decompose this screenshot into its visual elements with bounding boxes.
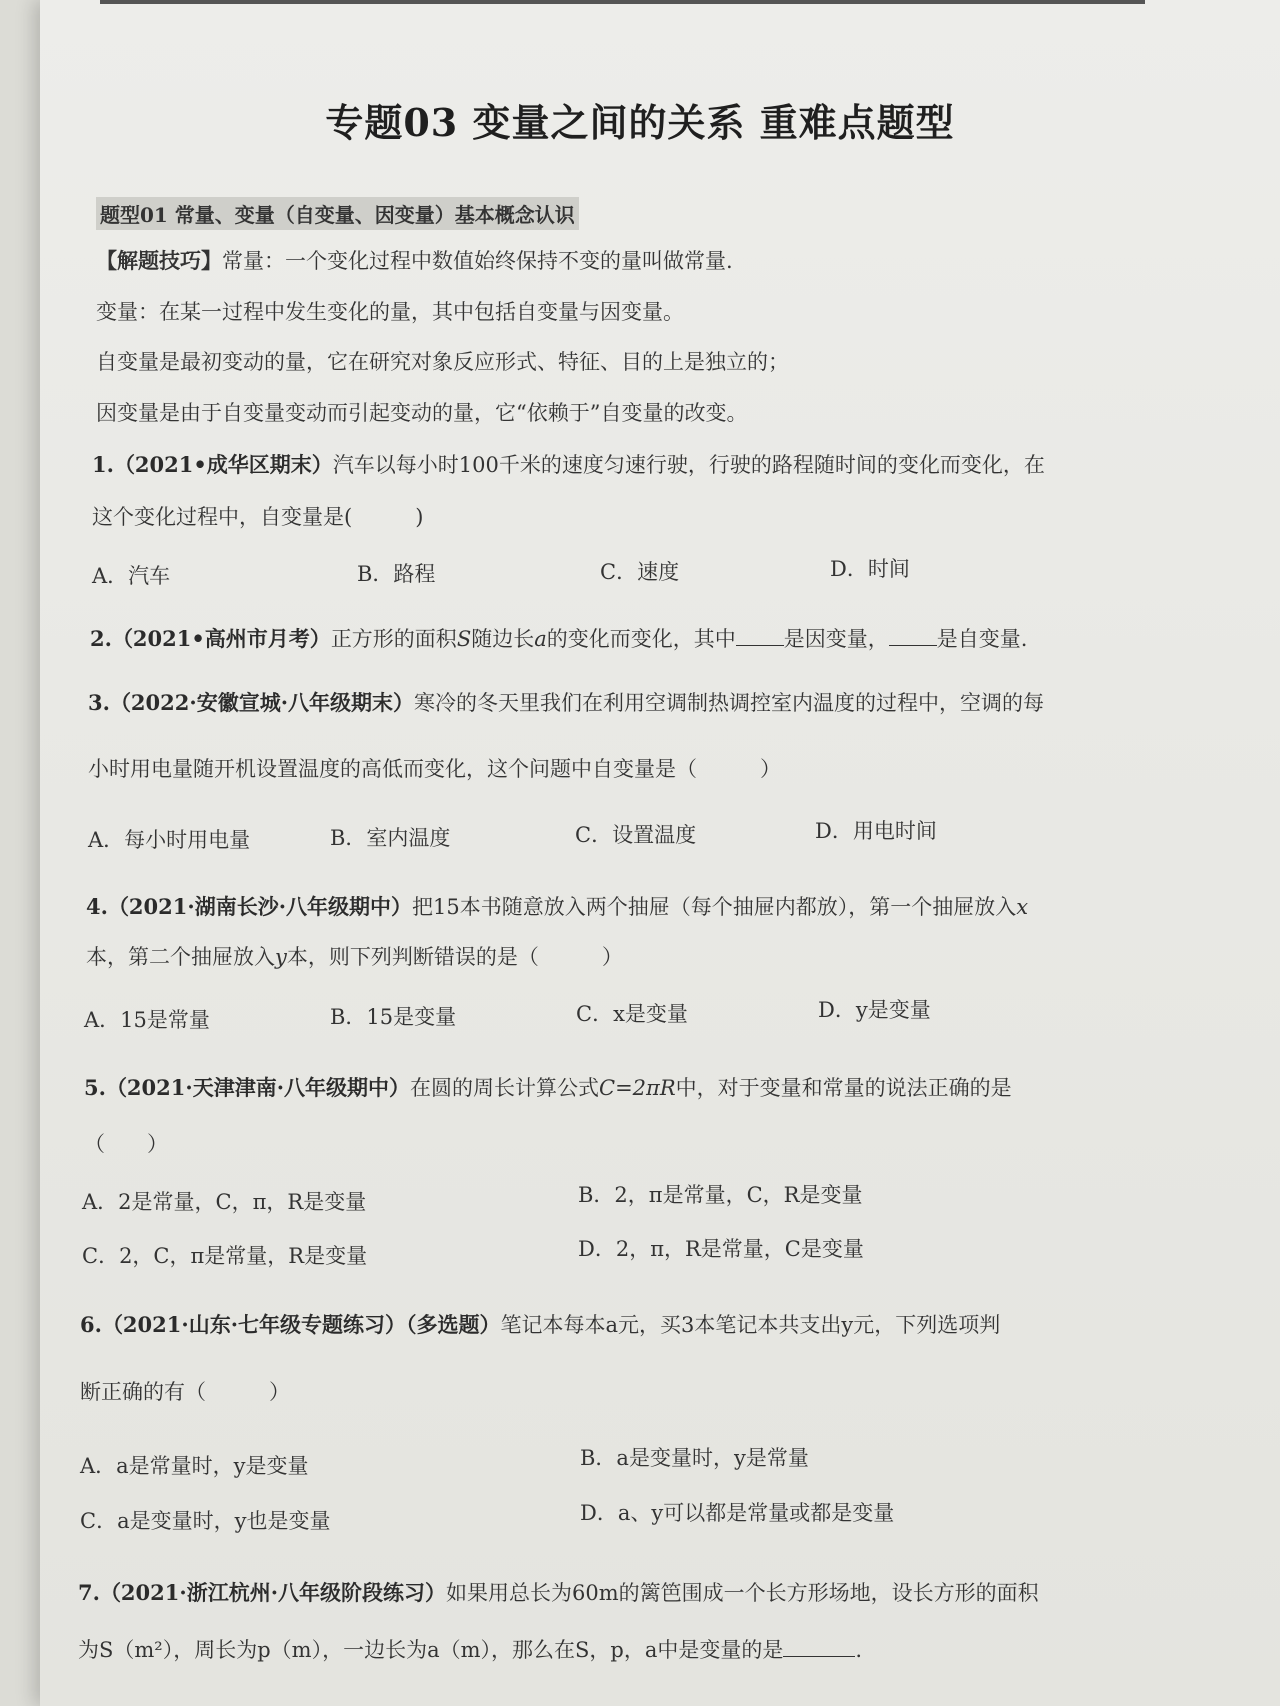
q1-option-d: D．时间 bbox=[830, 557, 910, 581]
question-text: 汽车以每小时100千米的速度匀速行驶，行驶的路程随时间的变化而变化，在 bbox=[332, 453, 1045, 477]
question-number: 7. bbox=[78, 1580, 100, 1605]
tip-line-2: 变量：在某一过程中发生变化的量，其中包括自变量与因变量。 bbox=[96, 300, 684, 324]
q6-option-a: A．a是常量时，y是变量 bbox=[80, 1454, 309, 1478]
question-source: （2021·湖南长沙·八年级期中） bbox=[107, 894, 413, 919]
question-1-line-1 bbox=[92, 452, 1045, 478]
tip-label: 【解题技巧】 bbox=[96, 248, 222, 273]
question-text: . bbox=[855, 1638, 863, 1662]
answer-blank[interactable] bbox=[889, 627, 937, 646]
question-text: 正方形的面积 bbox=[330, 627, 457, 651]
tip-line-3: 自变量是最初变动的量，它在研究对象反应形式、特征、目的上是独立的； bbox=[96, 350, 789, 374]
question-text: 寒冷的冬天里我们在利用空调制热调控室内温度的过程中，空调的每 bbox=[414, 691, 1045, 715]
question-3-line-1 bbox=[88, 690, 1044, 716]
question-text: 在圆的周长计算公式 bbox=[410, 1076, 600, 1100]
q5-option-c: C．2，C，π是常量，R是变量 bbox=[82, 1244, 368, 1268]
question-number: 3. bbox=[88, 690, 110, 715]
question-text: 本，则下列判断错误的是（ ） bbox=[286, 945, 623, 969]
question-7-line-2 bbox=[78, 1638, 862, 1663]
q6-option-d: D．a、y可以都是常量或都是变量 bbox=[580, 1501, 895, 1525]
question-1-line-2: 这个变化过程中，自变量是( ) bbox=[92, 505, 424, 529]
question-5-line-2: （ ） bbox=[84, 1132, 168, 1156]
q3-option-c: C．设置温度 bbox=[575, 823, 697, 847]
q3-option-d: D．用电时间 bbox=[815, 819, 937, 843]
question-7-line-1 bbox=[78, 1580, 1039, 1606]
q5-option-d: D．2，π，R是常量，C是变量 bbox=[578, 1237, 864, 1261]
question-text: 笔记本每本a元，买3本笔记本共支出y元，下列选项判 bbox=[500, 1313, 1001, 1337]
tip-text-1: 常量：一个变化过程中数值始终保持不变的量叫做常量. bbox=[222, 249, 733, 273]
question-text: 为S（m²），周长为p（m），一边长为a（m），那么在S，p，a中是变量的是 bbox=[78, 1638, 784, 1662]
tip-line-1 bbox=[96, 248, 733, 274]
question-source: （2021·浙江杭州·八年级阶段练习） bbox=[99, 1580, 447, 1605]
section-heading: 题型01 常量、变量（自变量、因变量）基本概念认识 bbox=[96, 197, 579, 230]
question-text: 中，对于变量和常量的说法正确的是 bbox=[675, 1076, 1012, 1100]
variable-s: S bbox=[456, 627, 472, 651]
question-4-line-1 bbox=[86, 894, 1028, 920]
q1-option-c: C．速度 bbox=[600, 560, 680, 584]
question-source: （2021•成华区期末） bbox=[113, 452, 333, 477]
question-text: 是因变量， bbox=[783, 627, 889, 651]
question-text: 本，第二个抽屉放入 bbox=[86, 945, 275, 969]
question-source: （2021•高州市月考） bbox=[111, 626, 331, 651]
q4-option-a: A．15是常量 bbox=[84, 1008, 210, 1032]
q6-option-b: B．a是变量时，y是常量 bbox=[580, 1446, 809, 1470]
question-text: 的变化而变化，其中 bbox=[546, 627, 736, 651]
question-number: 2. bbox=[90, 626, 112, 651]
question-source: （2021·山东·七年级专题练习）（多选题） bbox=[101, 1312, 501, 1337]
question-source: （2021·天津津南·八年级期中） bbox=[105, 1075, 411, 1100]
q5-option-a: A．2是常量，C，π，R是变量 bbox=[82, 1190, 367, 1214]
question-6-line-2: 断正确的有（ ） bbox=[80, 1380, 290, 1404]
question-text: 把15本书随意放入两个抽屉（每个抽屉内都放），第一个抽屉放入 bbox=[412, 895, 1017, 919]
question-number: 6. bbox=[80, 1312, 102, 1337]
q6-option-c: C．a是变量时，y也是变量 bbox=[80, 1509, 331, 1533]
q4-option-d: D．y是变量 bbox=[818, 998, 931, 1022]
question-text: 随边长 bbox=[471, 627, 535, 651]
question-5-line-1 bbox=[84, 1075, 1012, 1101]
question-number: 1. bbox=[92, 452, 114, 477]
q3-option-b: B．室内温度 bbox=[330, 826, 451, 850]
answer-blank[interactable] bbox=[783, 1638, 855, 1657]
question-2-line-1 bbox=[90, 626, 1027, 652]
q4-option-c: C．x是变量 bbox=[576, 1002, 688, 1026]
q3-option-a: A．每小时用电量 bbox=[88, 828, 251, 852]
question-number: 5. bbox=[84, 1075, 106, 1100]
question-3-line-2: 小时用电量随开机设置温度的高低而变化，这个问题中自变量是（ ） bbox=[88, 757, 781, 781]
q1-option-a: A．汽车 bbox=[92, 564, 171, 588]
question-number: 4. bbox=[86, 894, 108, 919]
question-4-line-2 bbox=[86, 945, 623, 970]
q1-option-b: B．路程 bbox=[357, 562, 436, 586]
question-source: （2022·安徽宣城·八年级期末） bbox=[109, 690, 415, 715]
page-title: 专题03 变量之间的关系 重难点题型 bbox=[325, 100, 955, 145]
answer-blank[interactable] bbox=[736, 627, 784, 646]
q4-option-b: B．15是变量 bbox=[330, 1005, 457, 1029]
variable-x: x bbox=[1016, 895, 1029, 919]
q5-option-b: B．2，π是常量，C，R是变量 bbox=[578, 1183, 863, 1207]
variable-a: a bbox=[534, 627, 547, 651]
question-text: 如果用总长为60m的篱笆围成一个长方形场地，设长方形的面积 bbox=[446, 1581, 1039, 1605]
question-6-line-1 bbox=[80, 1312, 1000, 1338]
variable-y: y bbox=[275, 945, 287, 969]
formula: C=2πR bbox=[599, 1076, 676, 1100]
question-text: 是自变量. bbox=[936, 627, 1028, 651]
tip-line-4: 因变量是由于自变量变动而引起变动的量，它“依赖于”自变量的改变。 bbox=[96, 401, 748, 425]
top-rule bbox=[100, 0, 1145, 4]
